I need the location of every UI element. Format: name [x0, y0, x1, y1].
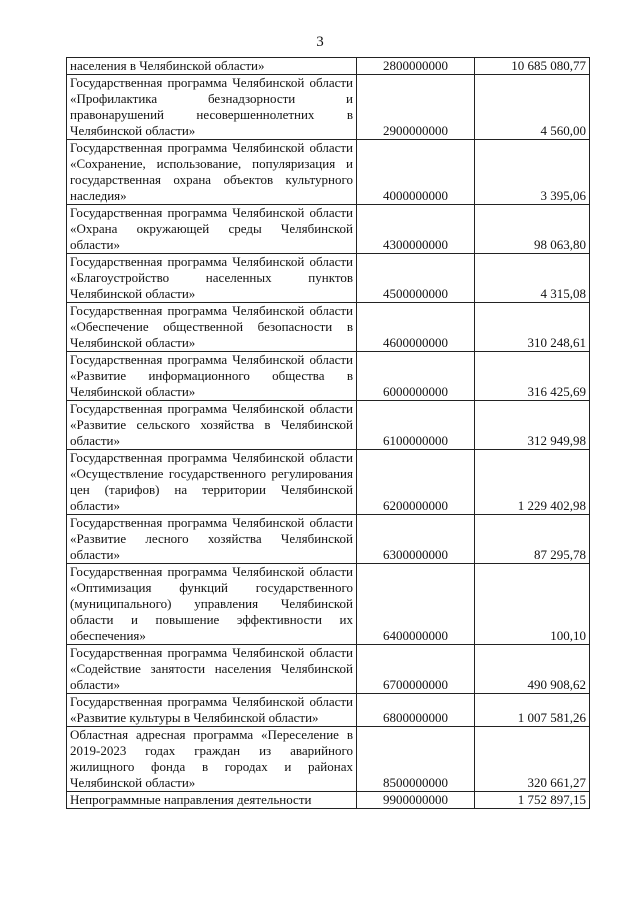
program-code: 6400000000 — [357, 564, 475, 645]
program-sum: 312 949,98 — [475, 401, 590, 450]
program-sum: 1 752 897,15 — [475, 792, 590, 809]
table-row — [67, 352, 590, 401]
table-row — [67, 205, 590, 254]
program-sum: 310 248,61 — [475, 303, 590, 352]
program-sum: 100,10 — [475, 564, 590, 645]
program-code: 6700000000 — [357, 645, 475, 694]
program-code: 6200000000 — [357, 450, 475, 515]
program-sum: 10 685 080,77 — [475, 58, 590, 75]
table-row — [67, 694, 590, 727]
program-code: 8500000000 — [357, 727, 475, 792]
program-code: 2800000000 — [357, 58, 475, 75]
program-name: Государственная программа Челябинской области «Развитие сельского хозяйства в Челябинской области» — [67, 401, 357, 450]
program-name: Государственная программа Челябинской области «Оптимизация функций государственного (муниципального) управления Челябинской области и повышение эффективности их обеспечения» — [67, 564, 357, 645]
program-sum: 4 315,08 — [475, 254, 590, 303]
program-name: Государственная программа Челябинской области «Осуществление государственного регулирования цен (тарифов) на территории Челябинской области» — [67, 450, 357, 515]
program-code: 6800000000 — [357, 694, 475, 727]
program-code: 6000000000 — [357, 352, 475, 401]
program-name: Государственная программа Челябинской области «Благоустройство населенных пунктов Челябинской области» — [67, 254, 357, 303]
program-name: Государственная программа Челябинской области «Развитие культуры в Челябинской области» — [67, 694, 357, 727]
program-name: Государственная программа Челябинской области «Содействие занятости населения Челябинской области» — [67, 645, 357, 694]
program-code: 4500000000 — [357, 254, 475, 303]
program-sum: 4 560,00 — [475, 75, 590, 140]
program-name: Государственная программа Челябинской области «Обеспечение общественной безопасности в Челябинской области» — [67, 303, 357, 352]
table-row — [67, 645, 590, 694]
program-sum: 320 661,27 — [475, 727, 590, 792]
table-row — [67, 75, 590, 140]
table-row — [67, 140, 590, 205]
table-row — [67, 564, 590, 645]
program-code: 9900000000 — [357, 792, 475, 809]
program-name: населения в Челябинской области» — [67, 58, 357, 75]
table-row — [67, 58, 590, 75]
program-name: Государственная программа Челябинской области «Сохранение, использование, популяризация и государственная охрана объектов культурного наследия» — [67, 140, 357, 205]
program-name: Областная адресная программа «Переселение в 2019-2023 годах граждан из аварийного жилищного фонда в городах и районах Челябинской области» — [67, 727, 357, 792]
program-sum: 87 295,78 — [475, 515, 590, 564]
table-row — [67, 303, 590, 352]
program-sum: 1 007 581,26 — [475, 694, 590, 727]
budget-table — [66, 57, 590, 809]
program-name: Непрограммные направления деятельности — [67, 792, 357, 809]
table-row — [67, 401, 590, 450]
program-name: Государственная программа Челябинской области «Развитие лесного хозяйства Челябинской области» — [67, 515, 357, 564]
program-sum: 316 425,69 — [475, 352, 590, 401]
program-code: 4300000000 — [357, 205, 475, 254]
program-sum: 490 908,62 — [475, 645, 590, 694]
table-row — [67, 727, 590, 792]
program-code: 6300000000 — [357, 515, 475, 564]
program-code: 6100000000 — [357, 401, 475, 450]
program-sum: 3 395,06 — [475, 140, 590, 205]
program-name: Государственная программа Челябинской области «Охрана окружающей среды Челябинской области» — [67, 205, 357, 254]
program-code: 2900000000 — [357, 75, 475, 140]
program-name: Государственная программа Челябинской области «Профилактика безнадзорности и правонарушений несовершеннолетних в Челябинской области» — [67, 75, 357, 140]
table-row — [67, 254, 590, 303]
table-row — [67, 450, 590, 515]
program-code: 4000000000 — [357, 140, 475, 205]
program-sum: 1 229 402,98 — [475, 450, 590, 515]
program-code: 4600000000 — [357, 303, 475, 352]
table-row — [67, 515, 590, 564]
program-name: Государственная программа Челябинской области «Развитие информационного общества в Челябинской области» — [67, 352, 357, 401]
program-sum: 98 063,80 — [475, 205, 590, 254]
page-number: 3 — [316, 34, 324, 50]
table-row — [67, 792, 590, 809]
